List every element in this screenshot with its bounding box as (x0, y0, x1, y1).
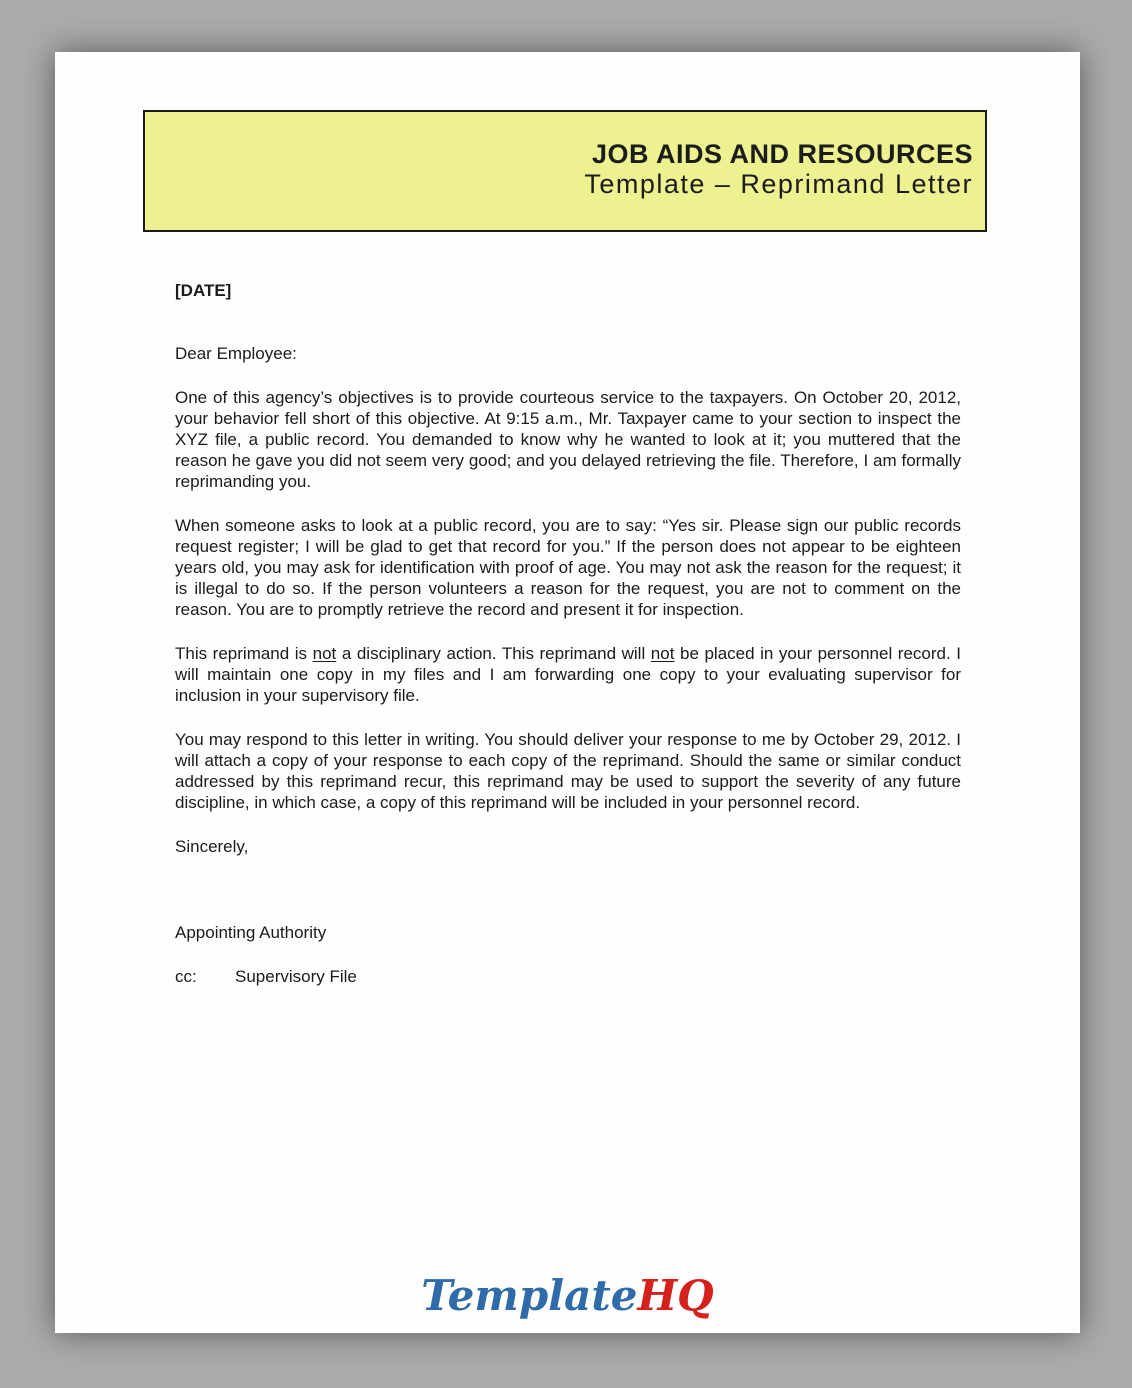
paragraph-disposition-part-b: a disciplinary action. This reprimand will (336, 644, 651, 663)
templatehq-logo-template: Template (421, 1271, 638, 1320)
paragraph-incident: One of this agency’s objectives is to provide courteous service to the taxpayers. On October 20, 2012, your behavior fell short of this objective. At 9:15 a.m., Mr. Taxpayer came to your section to inspect the XYZ file, a public record. You demanded to know why he wanted to look at it; you muttered that the reason he gave you did not seem very good; and you delayed retrieving the file. Therefore, I am formally reprimanding you. (175, 388, 961, 491)
paragraph-response: You may respond to this letter in writing. You should deliver your response to me by October 29, 2012. I will attach a copy of your response to each copy of the reprimand. Should the same or similar conduct addressed by this reprimand recur, this reprimand may be used to support the severity of any future discipline, in which case, a copy of this reprimand will be included in your personnel record. (175, 730, 961, 812)
underlined-not-1: not (312, 644, 337, 663)
paragraph-disposition (175, 643, 961, 706)
salutation: Dear Employee: (175, 344, 297, 363)
header-title: JOB AIDS AND RESOURCES (591, 139, 973, 169)
paragraph-instructions: When someone asks to look at a public record, you are to say: “Yes sir. Please sign our public records request register; I will be glad to get that record for you.” If the person does not appear to be eighteen years old, you may ask for identification with proof of age. You may not ask the reason for the request; it is illegal to do so. If the person volunteers a reason for the request, you are not to comment on the reason. You are to promptly retrieve the record and present it for inspection. (175, 516, 961, 619)
letter-body (175, 280, 961, 1010)
paragraph-disposition-part-a: This reprimand is (175, 644, 313, 663)
cc-label: cc: (175, 967, 197, 986)
paragraph-disposition-part-c: be placed in your personnel record. I will maintain one copy in my files and I am forwarding one copy to your evaluating supervisor for inclusion in your supervisory file. (175, 644, 961, 705)
cc-line (175, 966, 961, 987)
underlined-not-2: not (650, 644, 675, 663)
cc-value: Supervisory File (235, 967, 357, 986)
closing: Sincerely, (175, 837, 249, 856)
header-banner (143, 110, 987, 232)
templatehq-logo (55, 1271, 1080, 1320)
signature-title: Appointing Authority (175, 923, 327, 942)
templatehq-logo-hq: HQ (637, 1271, 714, 1320)
letter-page (55, 52, 1080, 1333)
date-placeholder: [DATE] (175, 281, 232, 300)
header-subtitle: Template – Reprimand Letter (584, 169, 973, 199)
